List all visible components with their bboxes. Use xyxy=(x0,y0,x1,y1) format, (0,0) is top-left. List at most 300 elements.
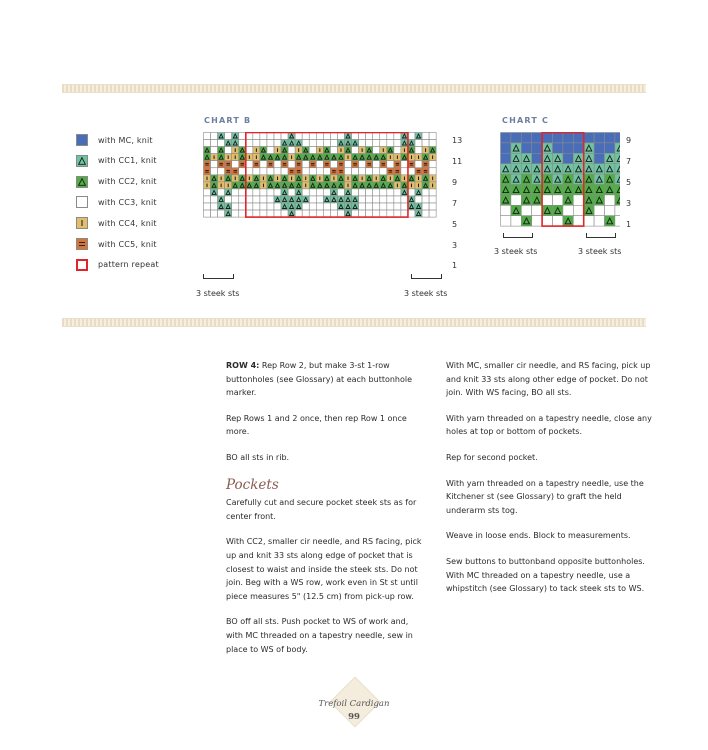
chart-b-cell-5-32 xyxy=(429,168,436,175)
chart-b-cell-5-4 xyxy=(232,168,239,175)
chart-b-cell-1-7 xyxy=(253,140,260,147)
chart-b-cell-4-29 xyxy=(408,161,415,168)
chart-b-cell-1-10 xyxy=(274,140,281,147)
chart-b-cell-11-5 xyxy=(239,210,246,217)
chart-b-cell-0-7 xyxy=(253,133,260,140)
section-heading-pockets: Pockets xyxy=(226,476,279,493)
chart-b-cell-4-7 xyxy=(253,161,260,168)
chart-c-title: CHART C xyxy=(502,116,550,125)
chart-b-steek-right-label: 3 steek sts xyxy=(404,289,448,298)
chart-b-cell-0-19 xyxy=(337,133,344,140)
page-number: 99 xyxy=(348,712,360,722)
chart-b-cell-9-26 xyxy=(387,196,394,203)
chart-b-cell-8-24 xyxy=(373,189,380,196)
chart-b-cell-0-3 xyxy=(225,133,232,140)
chart-b-cell-8-25 xyxy=(380,189,387,196)
chart-b-cell-9-1 xyxy=(211,196,218,203)
chart-b-cell-10-15 xyxy=(309,203,316,210)
chart-b-cell-9-8 xyxy=(260,196,267,203)
chart-b-cell-4-17 xyxy=(323,161,330,168)
chart-b-cell-8-5 xyxy=(239,189,246,196)
para-mc-pick-up: With MC, smaller cir needle, and RS facing, pick up and knit 33 sts along other edge of pocket. Do not join. With WS facing, BO all sts. xyxy=(446,361,651,398)
chart-b-cell-4-5 xyxy=(239,161,246,168)
chart-b-cell-2-18 xyxy=(330,147,337,154)
chart-b-cell-2-1 xyxy=(211,147,218,154)
chart-b-cell-4-18 xyxy=(330,161,337,168)
chart-b-cell-8-27 xyxy=(394,189,401,196)
bottom-divider-band xyxy=(62,318,646,327)
legend-item-cc3 xyxy=(76,195,157,209)
chart-b-cell-4-11 xyxy=(281,161,288,168)
chart-b-cell-1-2 xyxy=(218,140,225,147)
chart-c-cell-0-11 xyxy=(615,133,620,143)
chart-c-cell-1-11 xyxy=(615,143,620,153)
chart-b-cell-8-6 xyxy=(246,189,253,196)
chart-b-row-number-5: 5 xyxy=(452,219,458,229)
chart-b-cell-1-25 xyxy=(380,140,387,147)
chart-b-cell-5-26 xyxy=(387,168,394,175)
chart-c-cell-1-6 xyxy=(563,143,573,153)
chart-c-cell-2-0 xyxy=(501,153,511,163)
chart-b-cell-5-28 xyxy=(401,168,408,175)
chart-b-cell-10-10 xyxy=(274,203,281,210)
chart-b-cell-4-2 xyxy=(218,161,225,168)
chart-b-cell-5-14 xyxy=(302,168,309,175)
chart-b-cell-4-22 xyxy=(359,161,366,168)
chart-b-cell-10-25 xyxy=(380,203,387,210)
legend-label-cc2: with CC2, knit xyxy=(98,177,157,187)
chart-b-cell-4-10 xyxy=(274,161,281,168)
chart-b-cell-10-26 xyxy=(387,203,394,210)
chart-c-cell-1-2 xyxy=(521,143,531,153)
chart-b-steek-left-label: 3 steek sts xyxy=(196,289,240,298)
chart-b-cell-0-13 xyxy=(295,133,302,140)
text-column-right xyxy=(446,359,652,608)
para-weave-ends: Weave in loose ends. Block to measurements. xyxy=(446,531,631,541)
legend-item-repeat xyxy=(76,258,159,272)
chart-b-cell-1-5 xyxy=(239,140,246,147)
chart-c-cell-0-9 xyxy=(594,133,604,143)
para-second-pocket: Rep for second pocket. xyxy=(446,452,538,462)
chart-b-cell-4-9 xyxy=(267,161,274,168)
chart-b-cell-1-32 xyxy=(429,140,436,147)
chart-b-cell-8-7 xyxy=(253,189,260,196)
chart-b-cell-11-14 xyxy=(302,210,309,217)
chart-b-cell-1-9 xyxy=(267,140,274,147)
chart-b-cell-0-32 xyxy=(429,133,436,140)
chart-b-cell-1-18 xyxy=(330,140,337,147)
chart-b-cell-2-27 xyxy=(394,147,401,154)
chart-b-title: CHART B xyxy=(204,116,252,125)
chart-c-cell-0-6 xyxy=(563,133,573,143)
chart-b-cell-10-32 xyxy=(429,203,436,210)
chart-c-cell-2-3 xyxy=(532,153,542,163)
chart-b-cell-5-6 xyxy=(246,168,253,175)
chart-b-cell-9-15 xyxy=(309,196,316,203)
chart-b-cell-11-4 xyxy=(232,210,239,217)
chart-c-cell-7-3 xyxy=(532,205,542,215)
legend-item-mc xyxy=(76,133,153,147)
chart-b-cell-9-9 xyxy=(267,196,274,203)
legend-swatch-cc3 xyxy=(76,196,88,208)
chart-b-cell-11-1 xyxy=(211,210,218,217)
chart-c-cell-1-9 xyxy=(594,143,604,153)
chart-b-cell-0-21 xyxy=(352,133,359,140)
chart-b-cell-0-29 xyxy=(408,133,415,140)
chart-b-cell-8-14 xyxy=(302,189,309,196)
chart-b-cell-9-3 xyxy=(225,196,232,203)
chart-c-cell-7-0 xyxy=(501,205,511,215)
chart-c-cell-2-6 xyxy=(563,153,573,163)
chart-b-cell-11-8 xyxy=(260,210,267,217)
chart-b-cell-10-23 xyxy=(366,203,373,210)
chart-b-cell-4-1 xyxy=(211,161,218,168)
chart-b-cell-5-31 xyxy=(422,168,429,175)
chart-b-cell-4-21 xyxy=(352,161,359,168)
chart-b-cell-9-25 xyxy=(380,196,387,203)
chart-b-cell-8-26 xyxy=(387,189,394,196)
chart-b-cell-8-9 xyxy=(267,189,274,196)
chart-b-cell-5-16 xyxy=(316,168,323,175)
legend-swatch-cc4 xyxy=(76,217,88,229)
chart-b-cell-4-30 xyxy=(415,161,422,168)
chart-b-cell-4-19 xyxy=(337,161,344,168)
chart-b-cell-1-1 xyxy=(211,140,218,147)
chart-b-cell-10-1 xyxy=(211,203,218,210)
chart-c-cell-0-1 xyxy=(511,133,521,143)
chart-b-cell-8-22 xyxy=(359,189,366,196)
chart-b-cell-5-2 xyxy=(218,168,225,175)
legend-swatch-cc2 xyxy=(76,176,88,188)
chart-c-cell-7-11 xyxy=(615,205,620,215)
chart-b-cell-0-5 xyxy=(239,133,246,140)
chart-b-cell-1-31 xyxy=(422,140,429,147)
chart-c-steek-bracket-right xyxy=(586,233,616,238)
legend-item-cc5 xyxy=(76,237,157,251)
chart-b-cell-0-8 xyxy=(260,133,267,140)
chart-b-cell-2-3 xyxy=(225,147,232,154)
chart-b-cell-8-0 xyxy=(204,189,211,196)
chart-b-cell-0-18 xyxy=(330,133,337,140)
chart-b-cell-4-31 xyxy=(422,161,429,168)
chart-c-cell-4-11 xyxy=(615,174,620,184)
chart-b-cell-11-25 xyxy=(380,210,387,217)
chart-c-steek-bracket-left xyxy=(503,233,533,238)
chart-c-cell-8-11 xyxy=(615,216,620,226)
chart-c-row-number-3: 3 xyxy=(626,198,632,208)
chart-b-cell-8-19 xyxy=(337,189,344,196)
chart-b-cell-4-8 xyxy=(260,161,267,168)
chart-c-row-number-1: 1 xyxy=(626,219,632,229)
chart-c-cell-2-9 xyxy=(594,153,604,163)
chart-c-cell-3-11 xyxy=(615,164,620,174)
chart-b-cell-5-17 xyxy=(323,168,330,175)
chart-b-cell-5-7 xyxy=(253,168,260,175)
para-rep-rows: Rep Rows 1 and 2 once, then rep Row 1 once more. xyxy=(226,413,407,437)
chart-b-cell-11-29 xyxy=(408,210,415,217)
chart-b-row-number-7: 7 xyxy=(452,198,458,208)
chart-b-row-number-1: 1 xyxy=(452,261,458,271)
chart-c-cell-0-8 xyxy=(584,133,594,143)
chart-b-cell-0-31 xyxy=(422,133,429,140)
chart-c-cell-8-0 xyxy=(501,216,511,226)
chart-b-cell-11-10 xyxy=(274,210,281,217)
chart-b-cell-4-12 xyxy=(288,161,295,168)
chart-c-cell-7-9 xyxy=(594,205,604,215)
chart-b-cell-0-11 xyxy=(281,133,288,140)
chart-b-cell-11-9 xyxy=(267,210,274,217)
chart-b-cell-5-19 xyxy=(337,168,344,175)
chart-b-cell-1-23 xyxy=(366,140,373,147)
legend-label-cc3: with CC3, knit xyxy=(98,197,157,207)
chart-b-cell-5-18 xyxy=(330,168,337,175)
chart-c-cell-8-3 xyxy=(532,216,542,226)
chart-b-cell-5-22 xyxy=(359,168,366,175)
chart-b-cell-4-15 xyxy=(309,161,316,168)
chart-c-cell-0-3 xyxy=(532,133,542,143)
chart-b-cell-10-31 xyxy=(422,203,429,210)
chart-b-cell-8-29 xyxy=(408,189,415,196)
chart-b-cell-5-27 xyxy=(394,168,401,175)
chart-b-cell-11-21 xyxy=(352,210,359,217)
chart-c-cell-0-4 xyxy=(542,133,552,143)
chart-b-cell-5-24 xyxy=(373,168,380,175)
para-bo-sew: BO off all sts. Push pocket to WS of work and, with MC threaded on a tapestry needle, sew in place to WS of body. xyxy=(226,617,413,654)
chart-b-cell-2-15 xyxy=(309,147,316,154)
chart-b-cell-10-7 xyxy=(253,203,260,210)
chart-b-cell-9-31 xyxy=(422,196,429,203)
chart-c-cell-8-9 xyxy=(594,216,604,226)
chart-b-cell-0-27 xyxy=(394,133,401,140)
chart-b-cell-1-24 xyxy=(373,140,380,147)
chart-b-cell-1-22 xyxy=(359,140,366,147)
chart-b-cell-0-22 xyxy=(359,133,366,140)
chart-b-cell-8-17 xyxy=(323,189,330,196)
chart-b-cell-1-6 xyxy=(246,140,253,147)
legend-swatch-repeat xyxy=(76,259,88,271)
chart-b-cell-1-14 xyxy=(302,140,309,147)
chart-b-cell-4-27 xyxy=(394,161,401,168)
legend-swatch-cc5 xyxy=(76,238,88,250)
chart-c-cell-1-10 xyxy=(605,143,615,153)
chart-b-cell-9-6 xyxy=(246,196,253,203)
chart-b-cell-4-26 xyxy=(387,161,394,168)
chart-b-cell-10-8 xyxy=(260,203,267,210)
chart-b-cell-11-26 xyxy=(387,210,394,217)
chart-b-cell-11-6 xyxy=(246,210,253,217)
chart-b-cell-8-2 xyxy=(218,189,225,196)
chart-b-cell-1-0 xyxy=(204,140,211,147)
chart-b-cell-2-9 xyxy=(267,147,274,154)
chart-b-cell-10-0 xyxy=(204,203,211,210)
chart-c-cell-0-10 xyxy=(605,133,615,143)
chart-b-cell-9-4 xyxy=(232,196,239,203)
chart-b-cell-5-9 xyxy=(267,168,274,175)
chart-b-cell-11-32 xyxy=(429,210,436,217)
chart-b-cell-9-7 xyxy=(253,196,260,203)
chart-b-cell-11-24 xyxy=(373,210,380,217)
chart-b-cell-9-0 xyxy=(204,196,211,203)
chart-c-cell-8-4 xyxy=(542,216,552,226)
chart-b-cell-5-12 xyxy=(288,168,295,175)
chart-b-cell-5-30 xyxy=(415,168,422,175)
chart-c-cell-1-5 xyxy=(553,143,563,153)
chart-b-cell-4-20 xyxy=(345,161,352,168)
legend-cc2-triangle xyxy=(79,178,86,185)
chart-c-cell-6-4 xyxy=(542,195,552,205)
chart-b-cell-11-16 xyxy=(316,210,323,217)
chart-c-cell-6-7 xyxy=(573,195,583,205)
chart-b-cell-10-6 xyxy=(246,203,253,210)
footer-title: Trefoil Cardigan xyxy=(318,699,390,709)
chart-b-cell-11-7 xyxy=(253,210,260,217)
chart-b-cell-8-21 xyxy=(352,189,359,196)
chart-b-cell-4-24 xyxy=(373,161,380,168)
chart-b-cell-9-5 xyxy=(239,196,246,203)
chart-b-cell-11-11 xyxy=(281,210,288,217)
chart-b-cell-5-21 xyxy=(352,168,359,175)
chart-b-cell-0-17 xyxy=(323,133,330,140)
chart-b-cell-5-10 xyxy=(274,168,281,175)
chart-b-row-number-13: 13 xyxy=(452,136,463,145)
para-row-4 xyxy=(226,359,426,400)
chart-b-row-number-9: 9 xyxy=(452,177,458,187)
chart-b-cell-4-25 xyxy=(380,161,387,168)
chart-b-cell-0-23 xyxy=(366,133,373,140)
chart-b-cell-4-13 xyxy=(295,161,302,168)
chart-c-cell-0-2 xyxy=(521,133,531,143)
chart-b-cell-5-23 xyxy=(366,168,373,175)
chart-b-cell-10-17 xyxy=(323,203,330,210)
legend-label-mc: with MC, knit xyxy=(98,135,153,145)
chart-b-cell-11-18 xyxy=(330,210,337,217)
legend-swatch-mc xyxy=(76,134,88,146)
text-column-left xyxy=(226,359,426,668)
chart-b-cell-11-22 xyxy=(359,210,366,217)
chart-b-row-number-3: 3 xyxy=(452,240,458,250)
chart-c-cell-1-3 xyxy=(532,143,542,153)
legend-item-cc1 xyxy=(76,154,157,168)
chart-b-cell-5-1 xyxy=(211,168,218,175)
chart-b-cell-1-27 xyxy=(394,140,401,147)
chart-c-cell-5-11 xyxy=(615,185,620,195)
chart-c-cell-7-6 xyxy=(563,205,573,215)
chart-b-cell-9-32 xyxy=(429,196,436,203)
chart-b-cell-5-8 xyxy=(260,168,267,175)
chart-b-cell-9-28 xyxy=(401,196,408,203)
chart-b-cell-5-11 xyxy=(281,168,288,175)
chart-b-cell-8-8 xyxy=(260,189,267,196)
chart-b-cell-11-15 xyxy=(309,210,316,217)
legend-label-cc1: with CC1, knit xyxy=(98,156,157,166)
chart-b-cell-10-14 xyxy=(302,203,309,210)
legend-item-cc4 xyxy=(76,216,157,230)
chart-b-cell-2-12 xyxy=(288,147,295,154)
chart-b-steek-bracket-left xyxy=(203,274,234,279)
chart-b-cell-5-15 xyxy=(309,168,316,175)
chart-b-row-number-11: 11 xyxy=(452,156,463,166)
chart-b-cell-9-16 xyxy=(316,196,323,203)
chart-b-cell-2-30 xyxy=(415,147,422,154)
chart-b-cell-11-28 xyxy=(401,210,408,217)
chart-b-cell-4-23 xyxy=(366,161,373,168)
chart-c-cell-0-0 xyxy=(501,133,511,143)
chart-b-cell-1-17 xyxy=(323,140,330,147)
row-4-text: Rep Row 2, but make 3-st 1-row buttonholes (see Glossary) at each buttonhole marker. xyxy=(226,361,413,398)
legend-swatch-cc1 xyxy=(76,155,88,167)
chart-b-cell-8-16 xyxy=(316,189,323,196)
chart-b-cell-5-3 xyxy=(225,168,232,175)
chart-c-row-number-9: 9 xyxy=(626,136,632,145)
chart-c-cell-8-8 xyxy=(584,216,594,226)
legend-cc1-triangle xyxy=(79,157,86,164)
chart-b-cell-10-9 xyxy=(267,203,274,210)
para-cut-steek: Carefully cut and secure pocket steek sts as for center front. xyxy=(226,498,417,521)
chart-b-cell-8-31 xyxy=(422,189,429,196)
chart-b-cell-9-24 xyxy=(373,196,380,203)
chart-b-cell-8-10 xyxy=(274,189,281,196)
chart-b-cell-0-25 xyxy=(380,133,387,140)
chart-b-cell-10-28 xyxy=(401,203,408,210)
para-bo-rib: BO all sts in rib. xyxy=(226,452,290,462)
chart-b-cell-0-16 xyxy=(316,133,323,140)
chart-b-cell-11-17 xyxy=(323,210,330,217)
chart-c-cell-7-7 xyxy=(573,205,583,215)
chart-b-cell-10-22 xyxy=(359,203,366,210)
chart-b-cell-8-15 xyxy=(309,189,316,196)
chart-b-cell-1-26 xyxy=(387,140,394,147)
chart-b-cell-4-28 xyxy=(401,161,408,168)
chart-c-grid xyxy=(500,132,620,232)
chart-b-grid xyxy=(203,132,441,272)
chart-c-cell-0-5 xyxy=(553,133,563,143)
legend-label-cc4: with CC4, knit xyxy=(98,218,157,228)
chart-c-cell-1-7 xyxy=(573,143,583,153)
chart-c-steek-left-label: 3 steek sts xyxy=(494,247,538,256)
chart-b-cell-0-24 xyxy=(373,133,380,140)
chart-b-cell-0-15 xyxy=(309,133,316,140)
chart-c-cell-7-2 xyxy=(521,205,531,215)
chart-c-cell-7-10 xyxy=(605,205,615,215)
chart-b-cell-1-8 xyxy=(260,140,267,147)
chart-b-cell-1-30 xyxy=(415,140,422,147)
chart-b-cell-10-24 xyxy=(373,203,380,210)
chart-b-cell-11-0 xyxy=(204,210,211,217)
chart-b-cell-11-27 xyxy=(394,210,401,217)
chart-b-cell-5-25 xyxy=(380,168,387,175)
chart-c-cell-6-1 xyxy=(511,195,521,205)
para-close-holes: With yarn threaded on a tapestry needle, close any holes at top or bottom of pockets. xyxy=(446,413,652,437)
para-kitchener: With yarn threaded on a tapestry needle, use the Kitchener st (see Glossary) to graft the held underarm sts tog. xyxy=(446,478,644,515)
chart-b-cell-4-4 xyxy=(232,161,239,168)
chart-b-cell-9-22 xyxy=(359,196,366,203)
chart-b-cell-11-19 xyxy=(337,210,344,217)
chart-b-cell-1-16 xyxy=(316,140,323,147)
chart-b-cell-2-24 xyxy=(373,147,380,154)
chart-c-row-number-7: 7 xyxy=(626,156,632,166)
chart-b-cell-11-23 xyxy=(366,210,373,217)
chart-b-cell-0-6 xyxy=(246,133,253,140)
chart-b-cell-0-0 xyxy=(204,133,211,140)
chart-c-cell-0-7 xyxy=(573,133,583,143)
chart-b-cell-10-5 xyxy=(239,203,246,210)
chart-c-row-number-5: 5 xyxy=(626,177,632,187)
chart-b-cell-5-13 xyxy=(295,168,302,175)
chart-b-cell-10-18 xyxy=(330,203,337,210)
chart-c-cell-6-11 xyxy=(615,195,620,205)
chart-b-cell-11-13 xyxy=(295,210,302,217)
top-divider-band xyxy=(62,84,646,93)
